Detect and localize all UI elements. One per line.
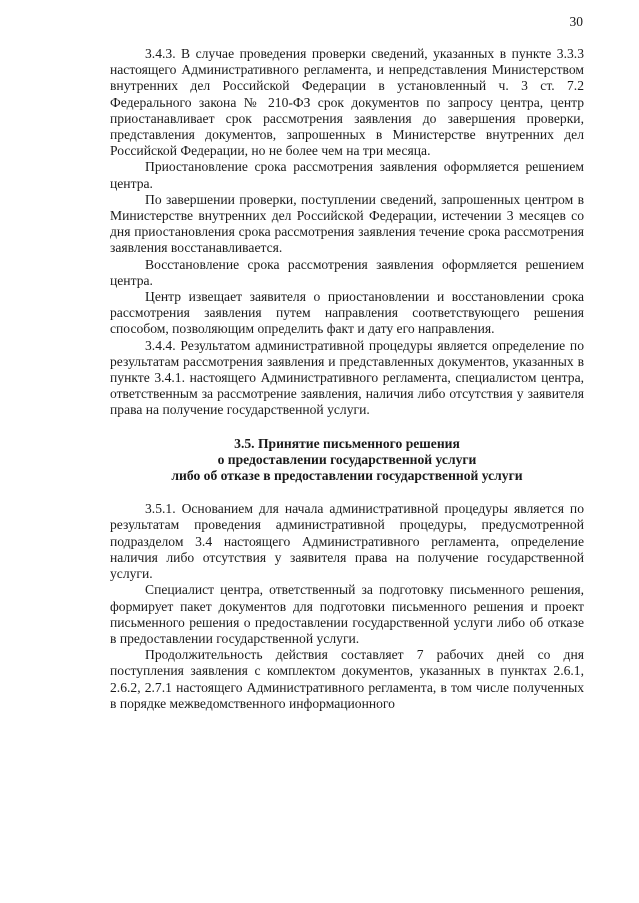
document-body [110, 46, 584, 712]
paragraph-specialist-prepares: Специалист центра, ответственный за подготовку письменного решения, формирует пакет документов для подготовки письменного решения и проект письменного решения о предоставлении государственной услуги либо об отказе в предоставлении государственной услуги. [110, 582, 584, 646]
section-heading-3-5 [110, 436, 584, 485]
paragraph-3-5-1: 3.5.1. Основанием для начала административной процедуры является по результатам проведения административной процедуры, предусмотренной подразделом 3.4 настоящего Административного регламента, определение наличия либо отсутствия у заявителя права на получение государственной услуги. [110, 501, 584, 582]
heading-line-1: 3.5. Принятие письменного решения [234, 435, 460, 451]
paragraph-term-restoration: По завершении проверки, поступлении сведений, запрошенных центром в Министерстве внутренних дел Российской Федерации, истечении 3 месяцев со дня приостановления срока рассмотрения заявления течение срока рассмотрения заявления восстанавливается. [110, 191, 584, 256]
heading-line-2: о предоставлении государственной услуги [217, 451, 477, 467]
paragraph-applicant-notice: Центр извещает заявителя о приостановлении и восстановлении срока рассмотрения заявления путем направления соответствующего решения способом, позволяющим определить факт и дату его направления. [110, 289, 584, 337]
paragraph-restoration-decision: Восстановление срока рассмотрения заявления оформляется решением центра. [110, 256, 584, 288]
paragraph-3-4-3: 3.4.3. В случае проведения проверки сведений, указанных в пункте 3.3.3 настоящего Административного регламента, и непредставления Министерством внутренних дел Российской Федерации в установленный ч. 3 ст. 7.2 Федерального закона № 210-ФЗ срок документов по запросу центра, центр приостанавливает срок рассмотрения заявления до завершения проверки, представления документов, запрошенных в Министерстве внутренних дел Российской Федерации, но не более чем на три месяца. [110, 46, 584, 159]
paragraph-3-4-4: 3.4.4. Результатом административной процедуры является определение по результатам рассмотрения заявления и представленных документов, указанных в пункте 3.4.1. настоящего Административного регламента, специалистом центра, ответственным за рассмотрение заявления, наличия либо отсутствия у заявителя права на получение государственной услуги. [110, 337, 584, 418]
paragraph-duration: Продолжительность действия составляет 7 рабочих дней со дня поступления заявления с комплектом документов, указанных в пунктах 2.6.1, 2.6.2, 2.7.1 настоящего Административного регламента, в том числе полученных в порядке межведомственного информационного [110, 647, 584, 711]
heading-line-3: либо об отказе в предоставлении государственной услуги [171, 468, 523, 484]
paragraph-suspension-decision: Приостановление срока рассмотрения заявления оформляется решением центра. [110, 159, 584, 191]
page-number: 30 [569, 14, 583, 29]
